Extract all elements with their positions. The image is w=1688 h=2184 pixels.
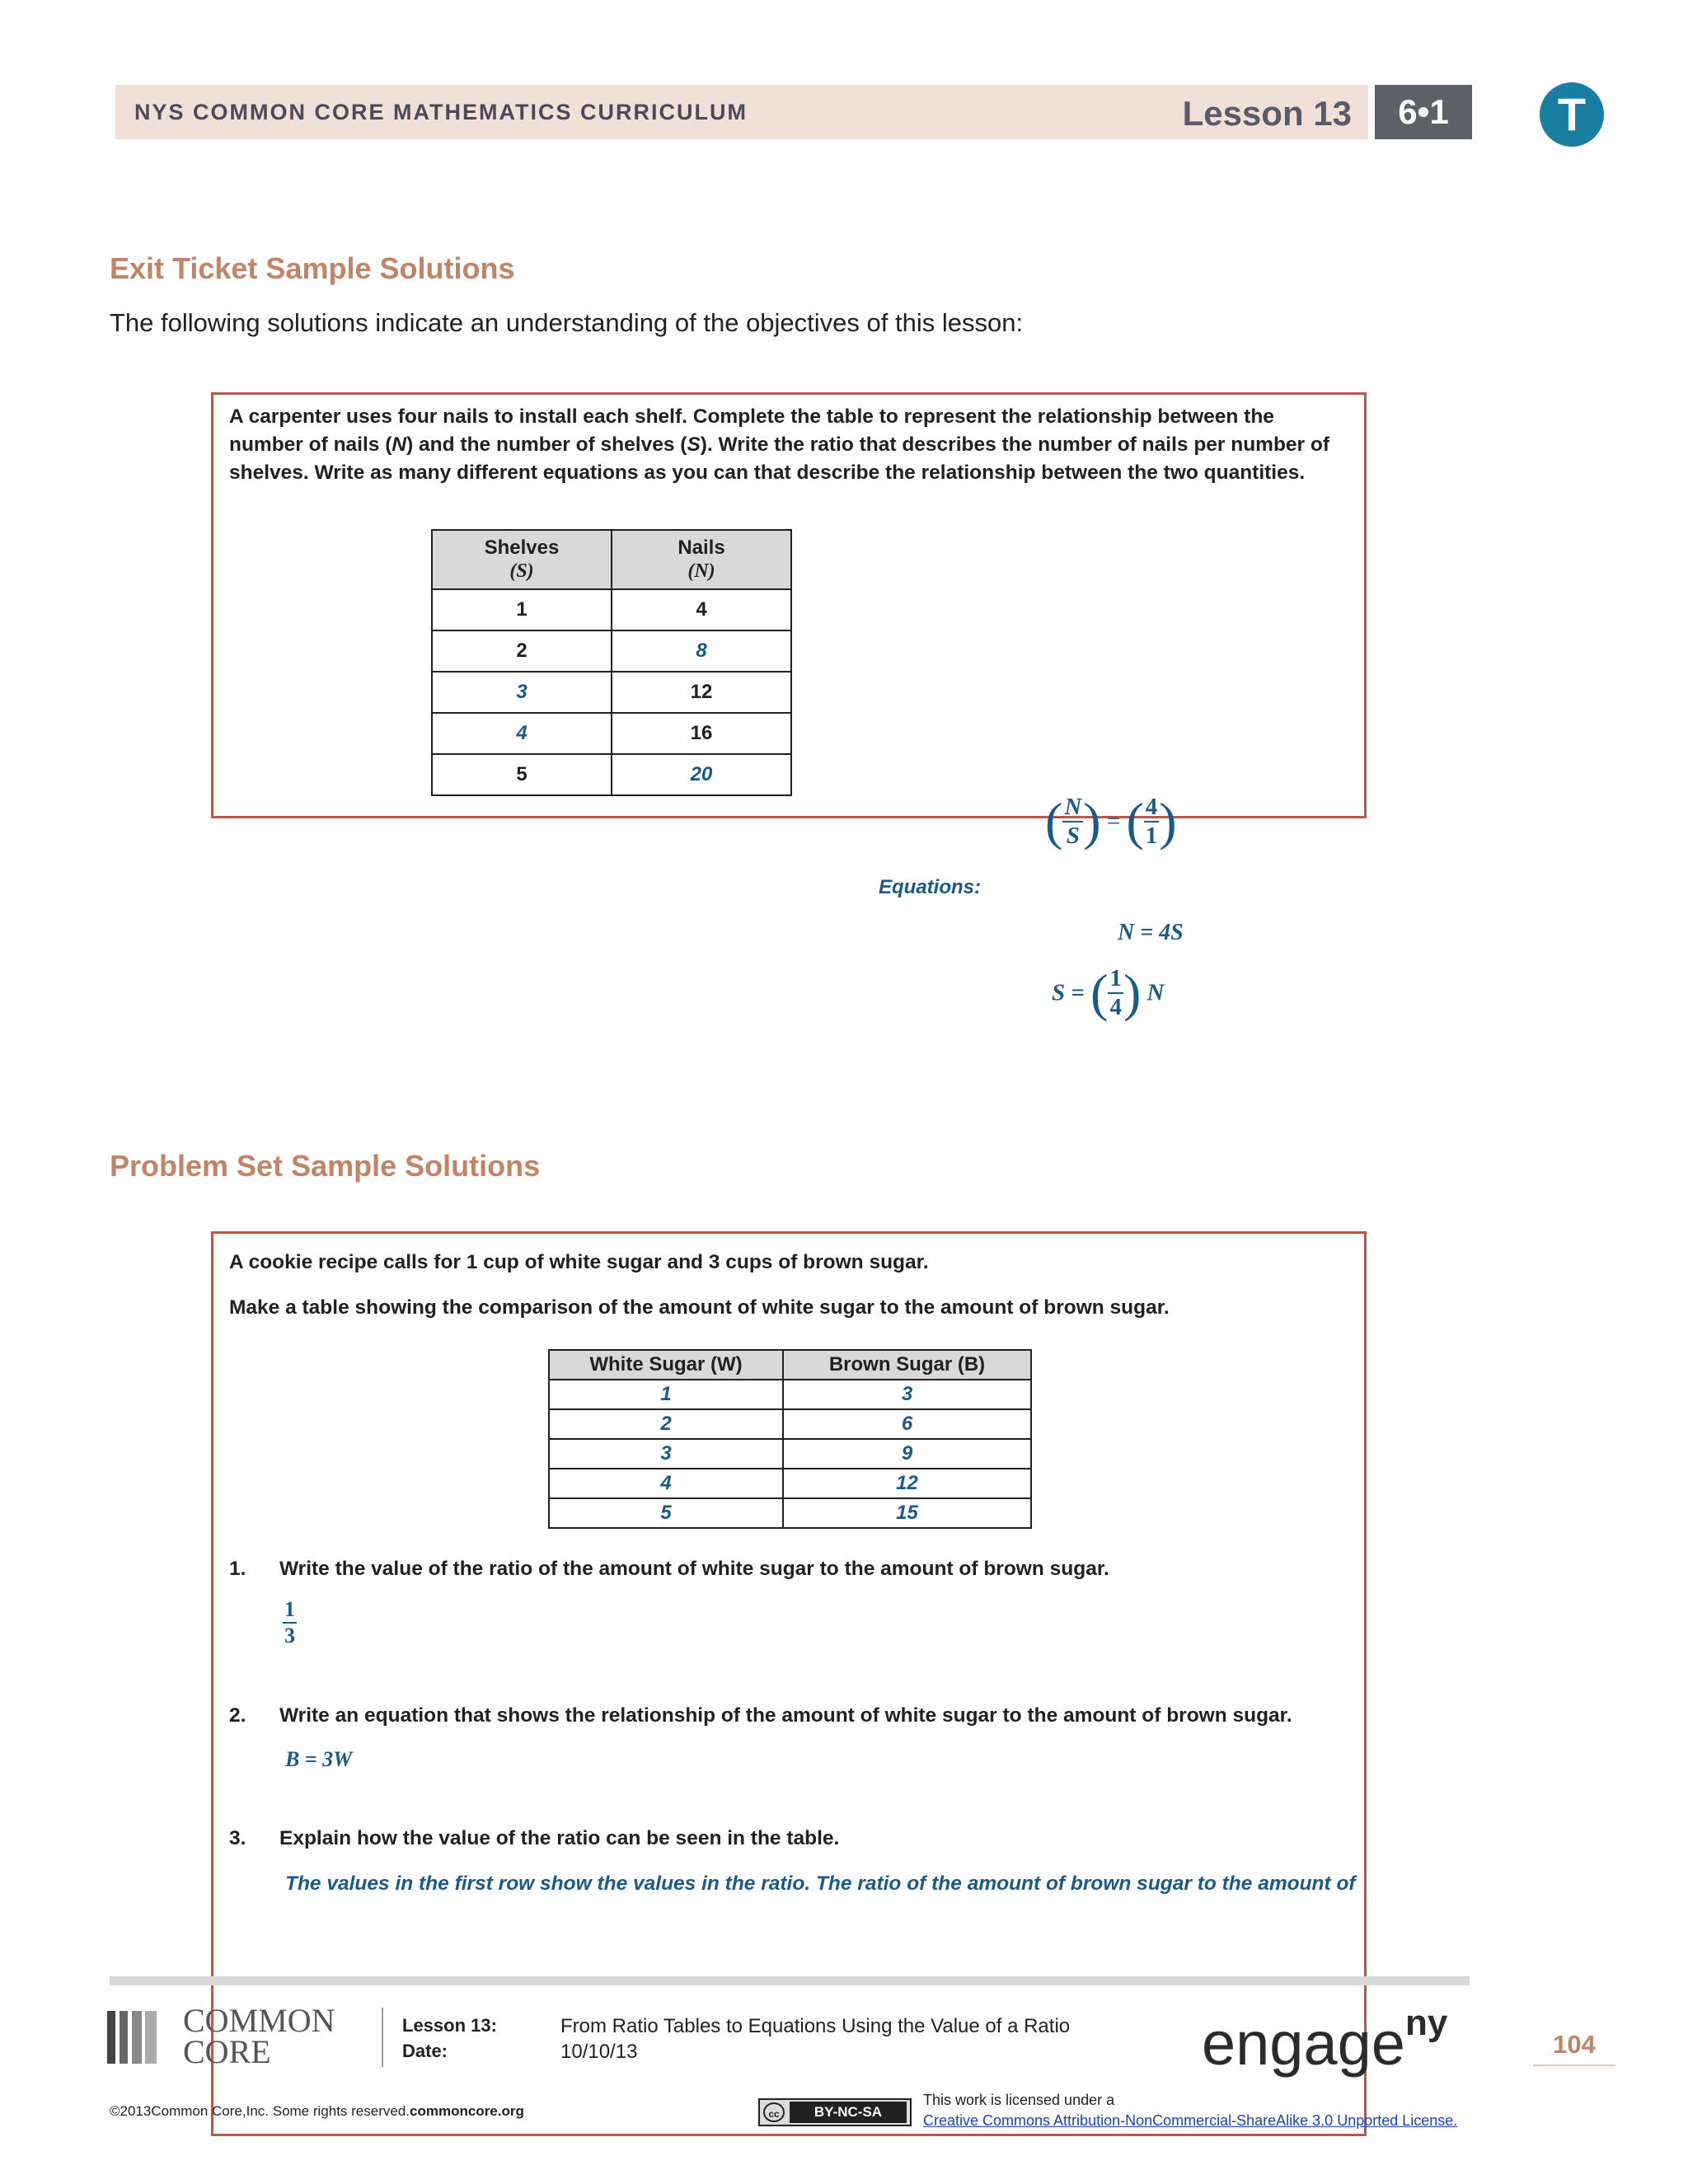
table-cell: 5 <box>432 754 612 795</box>
shelves-header: Shelves (S) <box>432 530 612 589</box>
table-cell: 4 <box>612 589 791 630</box>
question-2-number: 2. <box>229 1704 246 1727</box>
page-number: 104 <box>1553 2030 1596 2059</box>
module-badge: 6•1 <box>1375 85 1472 139</box>
answer-cell: 1 <box>549 1380 783 1409</box>
question-1-number: 1. <box>229 1558 246 1580</box>
license-link[interactable]: Creative Commons Attribution-NonCommercial-ShareAlike 3.0 Unported License. <box>923 2112 1458 2129</box>
teacher-badge-icon: T <box>1540 82 1604 147</box>
page-number-underline <box>1533 2064 1615 2066</box>
question-1-text: Write the value of the ratio of the amount of white sugar to the amount of brown sugar. <box>279 1558 1109 1580</box>
equation-s-quarter-n: S = ( $\frac{1}{4}$ ) N <box>1052 963 1165 1022</box>
answer-cell: 6 <box>783 1409 1031 1439</box>
sugar-table <box>548 1349 1032 1529</box>
answer-cell: 12 <box>783 1469 1031 1498</box>
shelves-nails-table <box>431 529 792 796</box>
answer-cell: 3 <box>549 1439 783 1469</box>
answer-cell: 3 <box>432 672 612 713</box>
exit-ticket-intro: The following solutions indicate an understanding of the objectives of this lesson: <box>110 308 1024 337</box>
equations-label: Equations: <box>879 876 981 898</box>
problem-set-line1: A cookie recipe calls for 1 cup of white sugar and 3 cups of brown sugar. <box>229 1251 929 1273</box>
answer-cell: 9 <box>783 1439 1031 1469</box>
question-3-answer: The values in the first row show the values in the ratio. The ratio of the amount of brown sugar to the amount of <box>285 1872 1356 1895</box>
problem-set-title: Problem Set Sample Solutions <box>110 1149 541 1183</box>
equation-n-4s: N = 4S <box>1118 920 1184 945</box>
brown-sugar-header: Brown Sugar (B) <box>783 1350 1031 1380</box>
engageny-logo: engage$^{ny}$ <box>1202 2003 1448 2078</box>
footer-date-label: Date: <box>402 2041 448 2061</box>
answer-cell: 15 <box>783 1498 1031 1528</box>
nails-header: Nails (N) <box>612 530 791 589</box>
curriculum-title: NYS COMMON CORE MATHEMATICS CURRICULUM <box>134 100 748 124</box>
lesson-label: Lesson 13 <box>1182 94 1352 133</box>
answer-cell: 8 <box>612 630 791 672</box>
footer-copyright: ©2013Common Core,Inc. Some rights reserved.commoncore.org <box>110 2103 524 2119</box>
footer-lesson-title: From Ratio Tables to Equations Using the Value of a Ratio <box>560 2015 1071 2037</box>
footer-divider <box>110 1976 1470 1985</box>
table-cell: 16 <box>612 713 791 754</box>
ratio-equation: ( $\frac{N}{S}$ ) = ( $\frac{4}{1}$ ) <box>1045 792 1177 851</box>
white-sugar-header: White Sugar (W) <box>549 1350 783 1380</box>
table-cell: 1 <box>432 589 612 630</box>
license-text: This work is licensed under a <box>923 2092 1115 2108</box>
answer-cell: 5 <box>549 1498 783 1528</box>
answer-cell: 2 <box>549 1409 783 1439</box>
question-2-text: Write an equation that shows the relationship of the amount of white sugar to the amount of brown sugar. <box>279 1704 1292 1727</box>
question-3-text: Explain how the value of the ratio can be seen in the table. <box>279 1827 840 1849</box>
exit-ticket-prompt: A carpenter uses four nails to install each shelf. Complete the table to represent the relationship between the number of nails (N) and the number of shelves (S). Write the ratio that describes the number of nails per number of shelves. Write as many different equations as you can that describe the relationship between the two quantities. <box>229 405 1330 484</box>
cc-license-badge: cc BY-NC-SA <box>758 2098 912 2126</box>
answer-cell: 20 <box>612 754 791 795</box>
problem-set-line2: Make a table showing the comparison of the amount of white sugar to the amount of brown sugar. <box>229 1296 1170 1319</box>
question-2-answer: B = 3W <box>285 1747 353 1771</box>
table-cell: 2 <box>432 630 612 672</box>
footer-date: 10/10/13 <box>560 2041 638 2063</box>
footer-separator <box>382 2008 383 2067</box>
exit-ticket-title: Exit Ticket Sample Solutions <box>110 251 515 285</box>
question-3-number: 3. <box>229 1827 246 1849</box>
footer-lesson-label: Lesson 13: <box>402 2015 497 2036</box>
question-1-answer: $\frac{1}{3}$ <box>284 1597 295 1647</box>
cc-icon: cc <box>763 2102 785 2122</box>
answer-cell: 4 <box>549 1469 783 1498</box>
answer-cell: 3 <box>783 1380 1031 1409</box>
table-cell: 12 <box>612 672 791 713</box>
answer-cell: 4 <box>432 713 612 754</box>
